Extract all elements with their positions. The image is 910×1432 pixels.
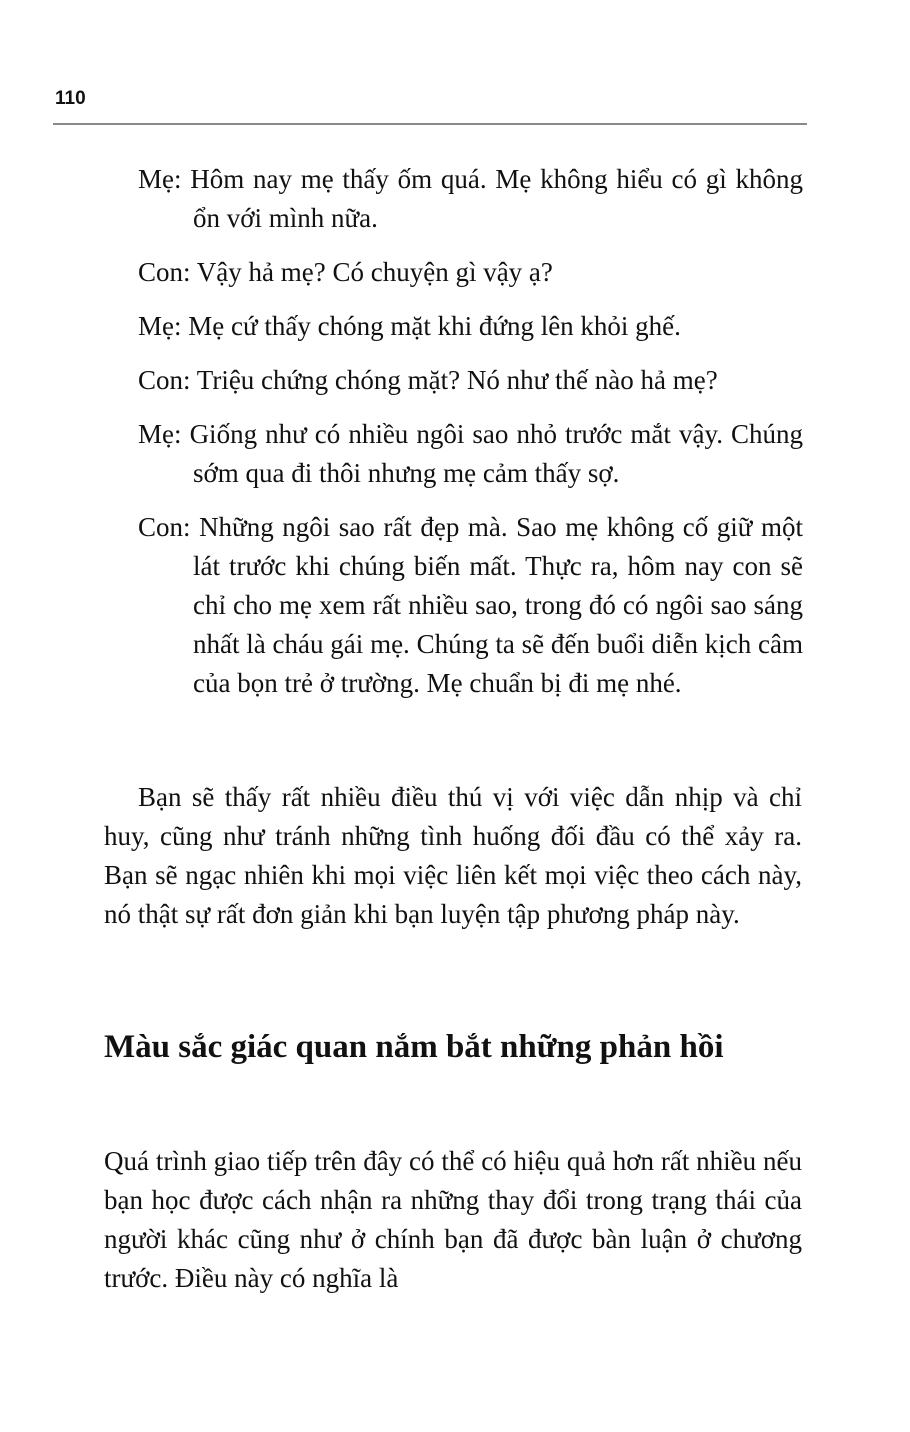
dialogue-line — [138, 160, 803, 238]
section-heading: Màu sắc giác quan nắm bắt những phản hồi — [104, 1029, 724, 1065]
line-text: Giống như có nhiều ngôi sao nhỏ trước mắt vậy. Chúng sớm qua đi thôi nhưng mẹ cảm thấy sợ. — [189, 419, 804, 488]
dialogue-line — [138, 508, 803, 703]
speaker: Con: — [138, 257, 191, 287]
line-text: Hôm nay mẹ thấy ốm quá. Mẹ không hiểu có gì không ổn với mình nữa. — [190, 164, 804, 233]
speaker: Mẹ: — [138, 311, 182, 341]
line-text: Vậy hả mẹ? Có chuyện gì vậy ạ? — [196, 257, 553, 287]
page-number: 110 — [55, 88, 86, 109]
dialogue-line — [138, 307, 803, 346]
body-paragraph: Quá trình giao tiếp trên đây có thể có hiệu quả hơn rất nhiều nếu bạn học được cách nhận ra những thay đổi trong trạng thái của người khác cũng như ở chính bạn đã được bàn luận ở chương trước. Điều này có nghĩa là — [104, 1146, 802, 1293]
speaker: Mẹ: — [138, 164, 182, 194]
dialogue-line — [138, 415, 803, 493]
speaker: Mẹ: — [138, 419, 182, 449]
line-text: Mẹ cứ thấy chóng mặt khi đứng lên khỏi ghế. — [188, 311, 681, 341]
body-paragraph: Bạn sẽ thấy rất nhiều điều thú vị với việc dẫn nhịp và chỉ huy, cũng như tránh những tình huống đối đầu có thể xảy ra. Bạn sẽ ngạc nhiên khi mọi việc liên kết mọi việc theo cách này, nó thật sự rất đơn giản khi bạn luyện tập phương pháp này. — [104, 782, 802, 929]
line-text: Những ngôi sao rất đẹp mà. Sao mẹ không cố giữ một lát trước khi chúng biến mất. Thực ra, hôm nay con sẽ chỉ cho mẹ xem rất nhiều sao, trong đó có ngôi sao sáng nhất là cháu gái mẹ. Chúng ta sẽ đến buổi diễn kịch câm của bọn trẻ ở trường. Mẹ chuẩn bị đi mẹ nhé. — [193, 512, 803, 698]
header-rule — [53, 123, 807, 125]
dialogue-line — [138, 253, 803, 292]
speaker: Con: — [138, 512, 191, 542]
line-text: Triệu chứng chóng mặt? Nó như thế nào hả mẹ? — [196, 365, 718, 395]
dialogue — [138, 160, 803, 718]
speaker: Con: — [138, 365, 191, 395]
dialogue-line — [138, 361, 803, 400]
